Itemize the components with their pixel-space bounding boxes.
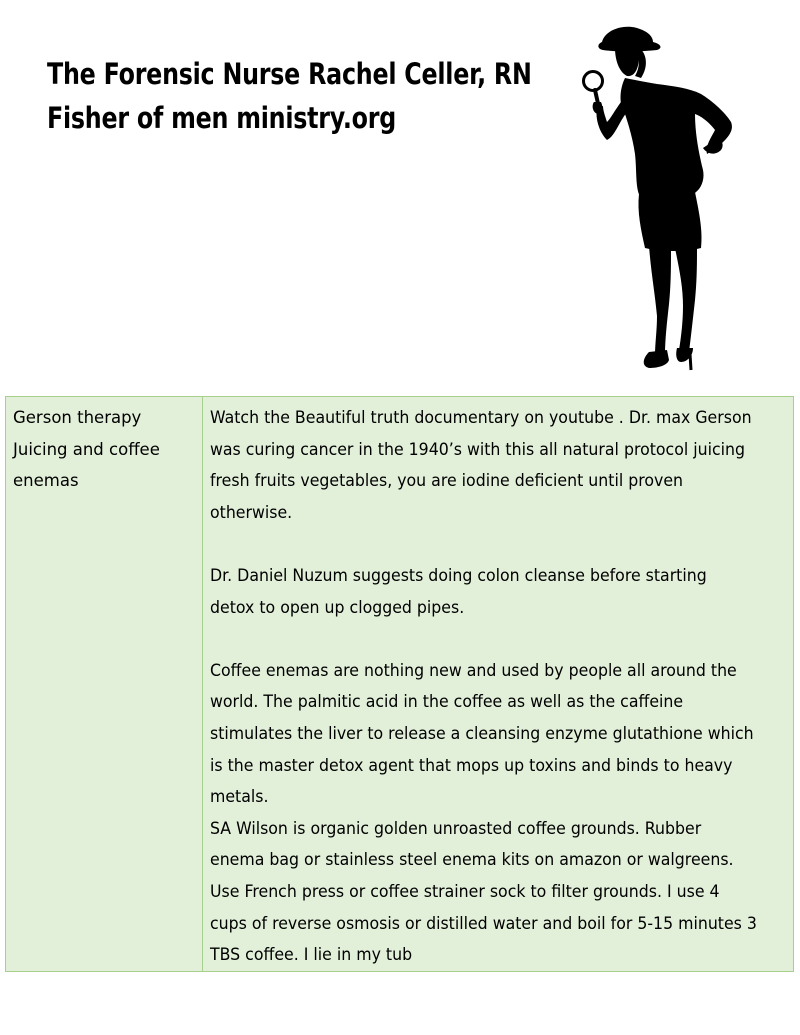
paragraph-line: otherwise. (210, 502, 293, 522)
paragraph-line: cups of reverse osmosis or distilled water and boil for 5-15 minutes 3 (210, 913, 757, 933)
title-line-2: Fisher of men ministry.org (47, 101, 396, 135)
paragraph-line: detox to open up clogged pipes. (210, 597, 465, 617)
paragraph-line: metals. (210, 787, 269, 807)
topic-line: Gerson therapy (13, 408, 142, 427)
paragraph-gap (210, 623, 757, 655)
paragraph-line: enema bag or stainless steel enema kits on amazon or walgreens. (210, 850, 734, 870)
paragraph-line: stimulates the liver to release a cleansing enzyme glutathione which (210, 723, 754, 743)
paragraph-gap (210, 528, 757, 560)
paragraph-line: TBS coffee. I lie in my tub (210, 945, 413, 965)
paragraph-line: Use French press or coffee strainer sock to filter grounds. I use 4 (210, 881, 720, 901)
paragraph-line: Watch the Beautiful truth documentary on youtube . Dr. max Gerson (210, 408, 752, 427)
description-text (210, 402, 757, 971)
topic-line: Juicing and coffee (13, 439, 160, 459)
content-table (5, 396, 794, 972)
paragraph-line: was curing cancer in the 1940’s with this all natural protocol juicing (210, 439, 746, 459)
table-row (6, 397, 794, 972)
description-cell (203, 397, 794, 972)
topic-line: enemas (13, 471, 79, 491)
paragraph-line: world. The palmitic acid in the coffee as well as the caffeine (210, 692, 684, 712)
paragraph-line: is the master detox agent that mops up toxins and binds to heavy (210, 755, 733, 775)
title-line-1: The Forensic Nurse Rachel Celler, RN (47, 57, 532, 91)
paragraph-line: SA Wilson is organic golden unroasted coffee grounds. Rubber (210, 818, 702, 838)
paragraph-line: Dr. Daniel Nuzum suggests doing colon cleanse before starting (210, 565, 707, 585)
paragraph-line: fresh fruits vegetables, you are iodine deficient until proven (210, 471, 684, 491)
detective-silhouette-icon (575, 22, 745, 372)
page-title (47, 52, 532, 140)
topic-cell (6, 397, 203, 972)
paragraph-line: Coffee enemas are nothing new and used by people all around the (210, 660, 737, 680)
